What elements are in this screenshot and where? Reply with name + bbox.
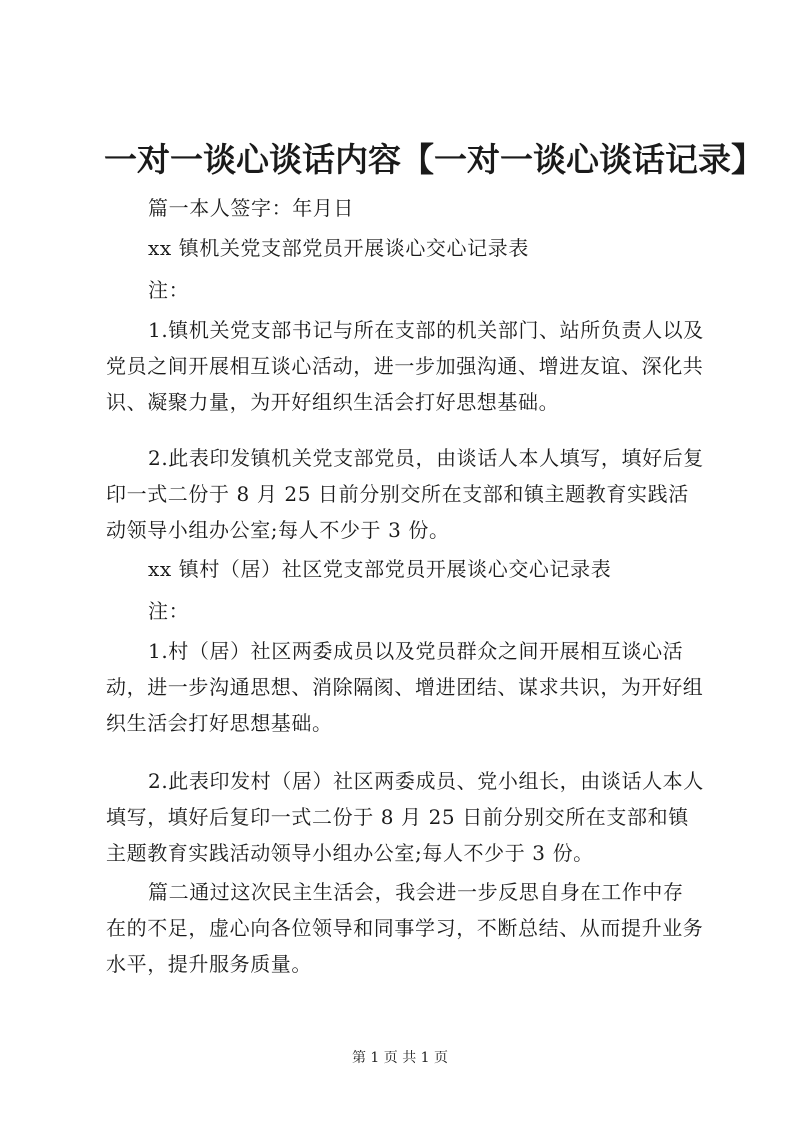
paragraph-signature: 篇一本人签字：年月日 [148, 196, 354, 220]
paragraph-note-2: 注： [148, 599, 190, 623]
paragraph-note-1: 注： [148, 278, 190, 302]
paragraph-heading-1: xx 镇机关党支部党员开展谈心交心记录表 [148, 236, 529, 260]
page-footer: 第 1 页 共 1 页 [351, 1050, 449, 1066]
paragraph-item-2-2: 2.此表印发村（居）社区两委成员、党小组长，由谈话人本人填写，填好后复印一式二份于 8 月 25 日前分别交所在支部和镇主题教育实践活动领导小组办公室;每人不少于 3 份。 [106, 769, 704, 865]
paragraph-heading-2: xx 镇村（居）社区党支部党员开展谈心交心记录表 [148, 557, 612, 581]
document-title: 一对一谈心谈话内容【一对一谈心谈话记录】 [104, 140, 764, 179]
paragraph-item-1-1: 1.镇机关党支部书记与所在支部的机关部门、站所负责人以及党员之间开展相互谈心活动，进一步加强沟通、增进友谊、深化共识、凝聚力量，为开好组织生活会打好思想基础。 [106, 318, 704, 414]
paragraph-section-2: 篇二通过这次民主生活会，我会进一步反思自身在工作中存在的不足，虚心向各位领导和同事学习，不断总结、从而提升业务水平，提升服务质量。 [106, 880, 704, 976]
paragraph-item-2-1: 1.村（居）社区两委成员以及党员群众之间开展相互谈心活动，进一步沟通思想、消除隔阂、增进团结、谋求共识，为开好组织生活会打好思想基础。 [106, 639, 704, 735]
paragraph-item-1-2: 2.此表印发镇机关党支部党员，由谈话人本人填写，填好后复印一式二份于 8 月 25 日前分别交所在支部和镇主题教育实践活动领导小组办公室;每人不少于 3 份。 [106, 446, 704, 542]
